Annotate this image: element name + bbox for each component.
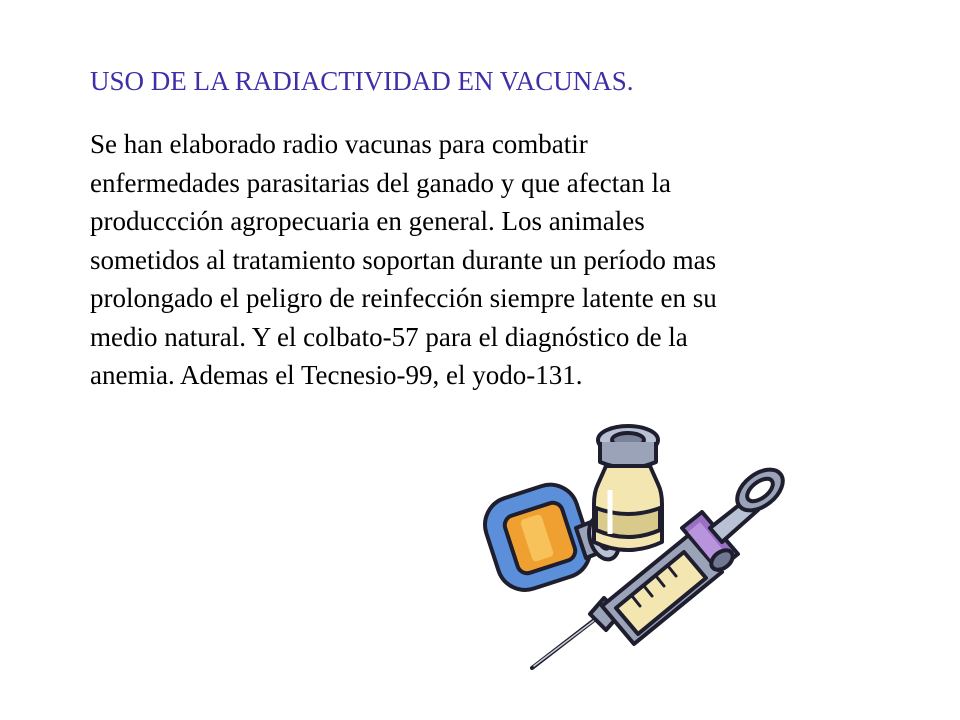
body-line: prolongado el peligro de reinfección siempre latente en su [90,283,717,313]
body-line: Se han elaborado radio vacunas para combatir [90,129,588,159]
body-line: anemia. Ademas el Tecnesio-99, el yodo-131. [90,360,583,390]
body-line: sometidos al tratamiento soportan durante un período mas [90,244,717,275]
body-line: enfermedades parasitarias del ganado y que afectan la [90,167,671,198]
vaccine-vials-syringe-icon [470,410,790,680]
slide-body-text [90,125,850,395]
slide-title: USO DE LA RADIACTIVIDAD EN VACUNAS. [90,66,634,96]
body-line: medio natural. Y el colbato-57 para el diagnóstico de la [90,321,688,352]
body-line: produccción agropecuaria en general. Los animales [90,206,645,236]
cream-bottle-icon [594,426,662,550]
